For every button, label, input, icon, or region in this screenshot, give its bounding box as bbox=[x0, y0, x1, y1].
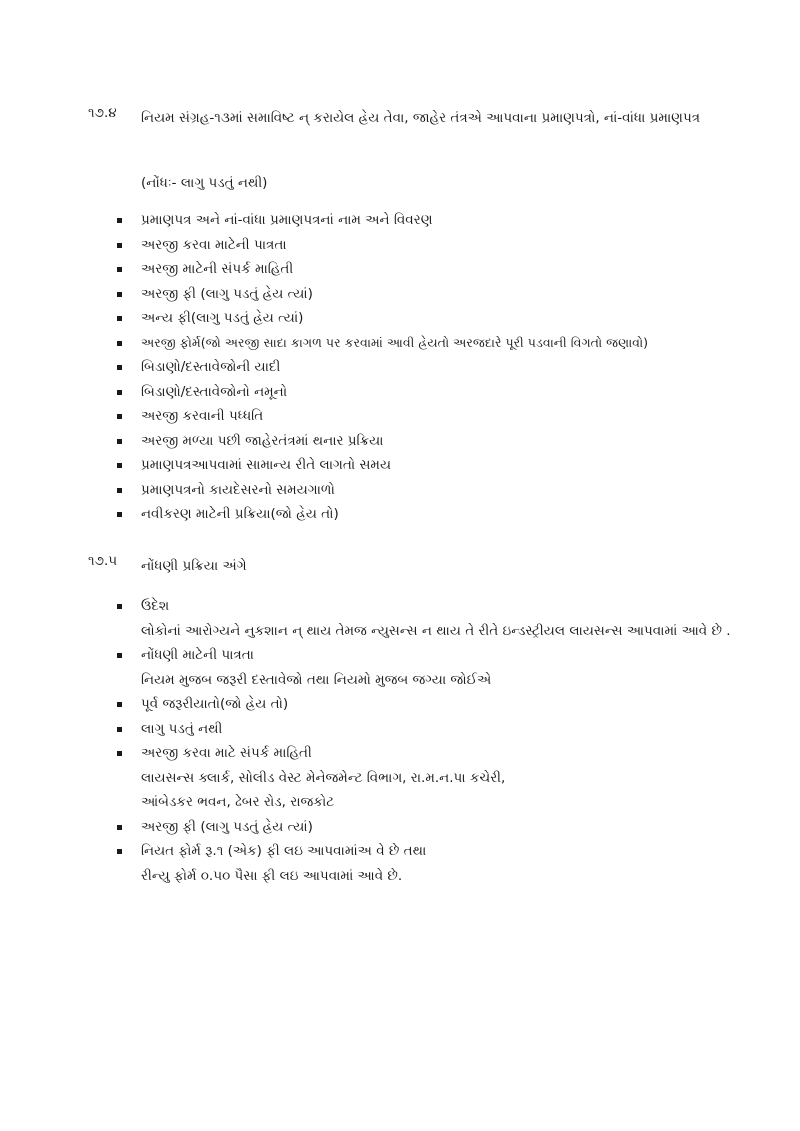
square-bullet-icon bbox=[117, 727, 122, 732]
list-item: પૂર્વ જરૂરીયાતો(જો હ્રેય તો) bbox=[114, 692, 734, 717]
list-item: અરજી ફી (લાગુ પડતું હ્રેય ત્યાં) bbox=[114, 815, 734, 840]
section-17-4-heading bbox=[88, 105, 728, 131]
list-item: નોંધણી માટેની પાત્રતા નિયમ મુજબ જરૂરી દસ્તાવેજો તથા નિયમો મુજબ જગ્યા જોઈએ bbox=[114, 643, 734, 692]
list-item: અરજી કરવા માટેની પાત્રતા bbox=[114, 233, 734, 258]
square-bullet-icon bbox=[117, 849, 122, 854]
square-bullet-icon bbox=[117, 463, 122, 468]
square-bullet-icon bbox=[117, 825, 122, 830]
square-bullet-icon bbox=[117, 341, 122, 346]
list-item: અરજી ફી (લાગુ પડતું હ્રેય ત્યાં) bbox=[114, 282, 734, 307]
section-17-5-list bbox=[114, 594, 734, 888]
list-item: ઉદેશ લોકોનાં આરોગ્યને નુકશાન ન્ થાય તેમજ ન્યુસન્સ ન થાય તે રીતે ઇન્ડસ્ટ્રીયલ લાયસન્સ આપવામાં આવે છે . bbox=[114, 594, 734, 643]
list-item: અન્ય ફી(લાગુ પડતું હ્રેય ત્યાં) bbox=[114, 306, 734, 331]
list-item: અરજી માટેની સંપર્ક માહિતી bbox=[114, 257, 734, 282]
list-item: અરજી મળ્યા પછી જાહેરતંત્રમાં થનાર પ્રક્રિયા bbox=[114, 429, 734, 454]
section-number: ૧૭.૪ bbox=[88, 105, 117, 121]
square-bullet-icon bbox=[117, 267, 122, 272]
square-bullet-icon bbox=[117, 218, 122, 223]
section-title: નિયમ સંગ્રહ-૧૩માં સમાવિષ્ટ ન્ કરાયેલ હ્રેય તેવા, જાહેર તંત્રએ આપવાના પ્રમાણપત્રો, નાં-વાંધા પ્રમાણપત્ર bbox=[141, 110, 701, 126]
square-bullet-icon bbox=[117, 243, 122, 248]
square-bullet-icon bbox=[117, 439, 122, 444]
list-item: અરજી કરવા માટે સંપર્ક માહિતી લાયસન્સ ક્લાર્ક, સોલીડ વેસ્ટ મેનેજમેન્ટ વિભાગ, રા.મ.ન.પા કચેરી, આંબેડકર ભવન, ઢેબર રોડ, રાજકોટ bbox=[114, 741, 734, 815]
square-bullet-icon bbox=[117, 414, 122, 419]
square-bullet-icon bbox=[117, 365, 122, 370]
square-bullet-icon bbox=[117, 488, 122, 493]
list-item: લાગુ પડતું નથી bbox=[114, 717, 734, 742]
list-item: બિડાણો/દસ્તાવેજોનો નમૂનો bbox=[114, 380, 734, 405]
list-item: નવીકરણ માટેની પ્રક્રિયા(જો હ્રેય તો) bbox=[114, 502, 734, 527]
square-bullet-icon bbox=[117, 653, 122, 658]
section-17-5-heading bbox=[88, 553, 728, 579]
list-item: અરજી કરવાની પધ્ધતિ bbox=[114, 404, 734, 429]
section-title: નોંધણી પ્રક્રિયા અંગે bbox=[141, 558, 247, 574]
list-item: પ્રમાણપત્રનો કાયદેસરનો સમયગાળો bbox=[114, 478, 734, 503]
square-bullet-icon bbox=[117, 751, 122, 756]
list-item: પ્રમાણપત્રઆપવામાં સામાન્ય રીતે લાગતો સમય bbox=[114, 453, 734, 478]
square-bullet-icon bbox=[117, 604, 122, 609]
section-note: (નોંધઃ- લાગુ પડતું નથી) bbox=[141, 175, 268, 191]
list-item: નિયત ફોર્મ રૂ.૧ (એક) ફી લઇ આપવામાંઅ વે છે તથા રીન્યુ ફોર્મ ૦.૫૦ પૈસા ફી લઇ આપવામાં આવે છે. bbox=[114, 839, 734, 888]
list-item: બિડાણો/દસ્તાવેજોની યાદી bbox=[114, 355, 734, 380]
square-bullet-icon bbox=[117, 512, 122, 517]
square-bullet-icon bbox=[117, 316, 122, 321]
list-item: પ્રમાણપત્ર અને નાં-વાંધા પ્રમાણપત્રનાં નામ અને વિવરણ bbox=[114, 208, 734, 233]
square-bullet-icon bbox=[117, 702, 122, 707]
list-item: અરજી ફોર્મ(જો અરજી સાદા કાગળ પર કરવામાં આવી હ્રેયતો અરજદારે પૂરી પડવાની વિગતો જણાવો) bbox=[114, 331, 734, 356]
section-number: ૧૭.૫ bbox=[88, 553, 118, 569]
square-bullet-icon bbox=[117, 292, 122, 297]
section-17-4-list bbox=[114, 208, 734, 527]
square-bullet-icon bbox=[117, 390, 122, 395]
